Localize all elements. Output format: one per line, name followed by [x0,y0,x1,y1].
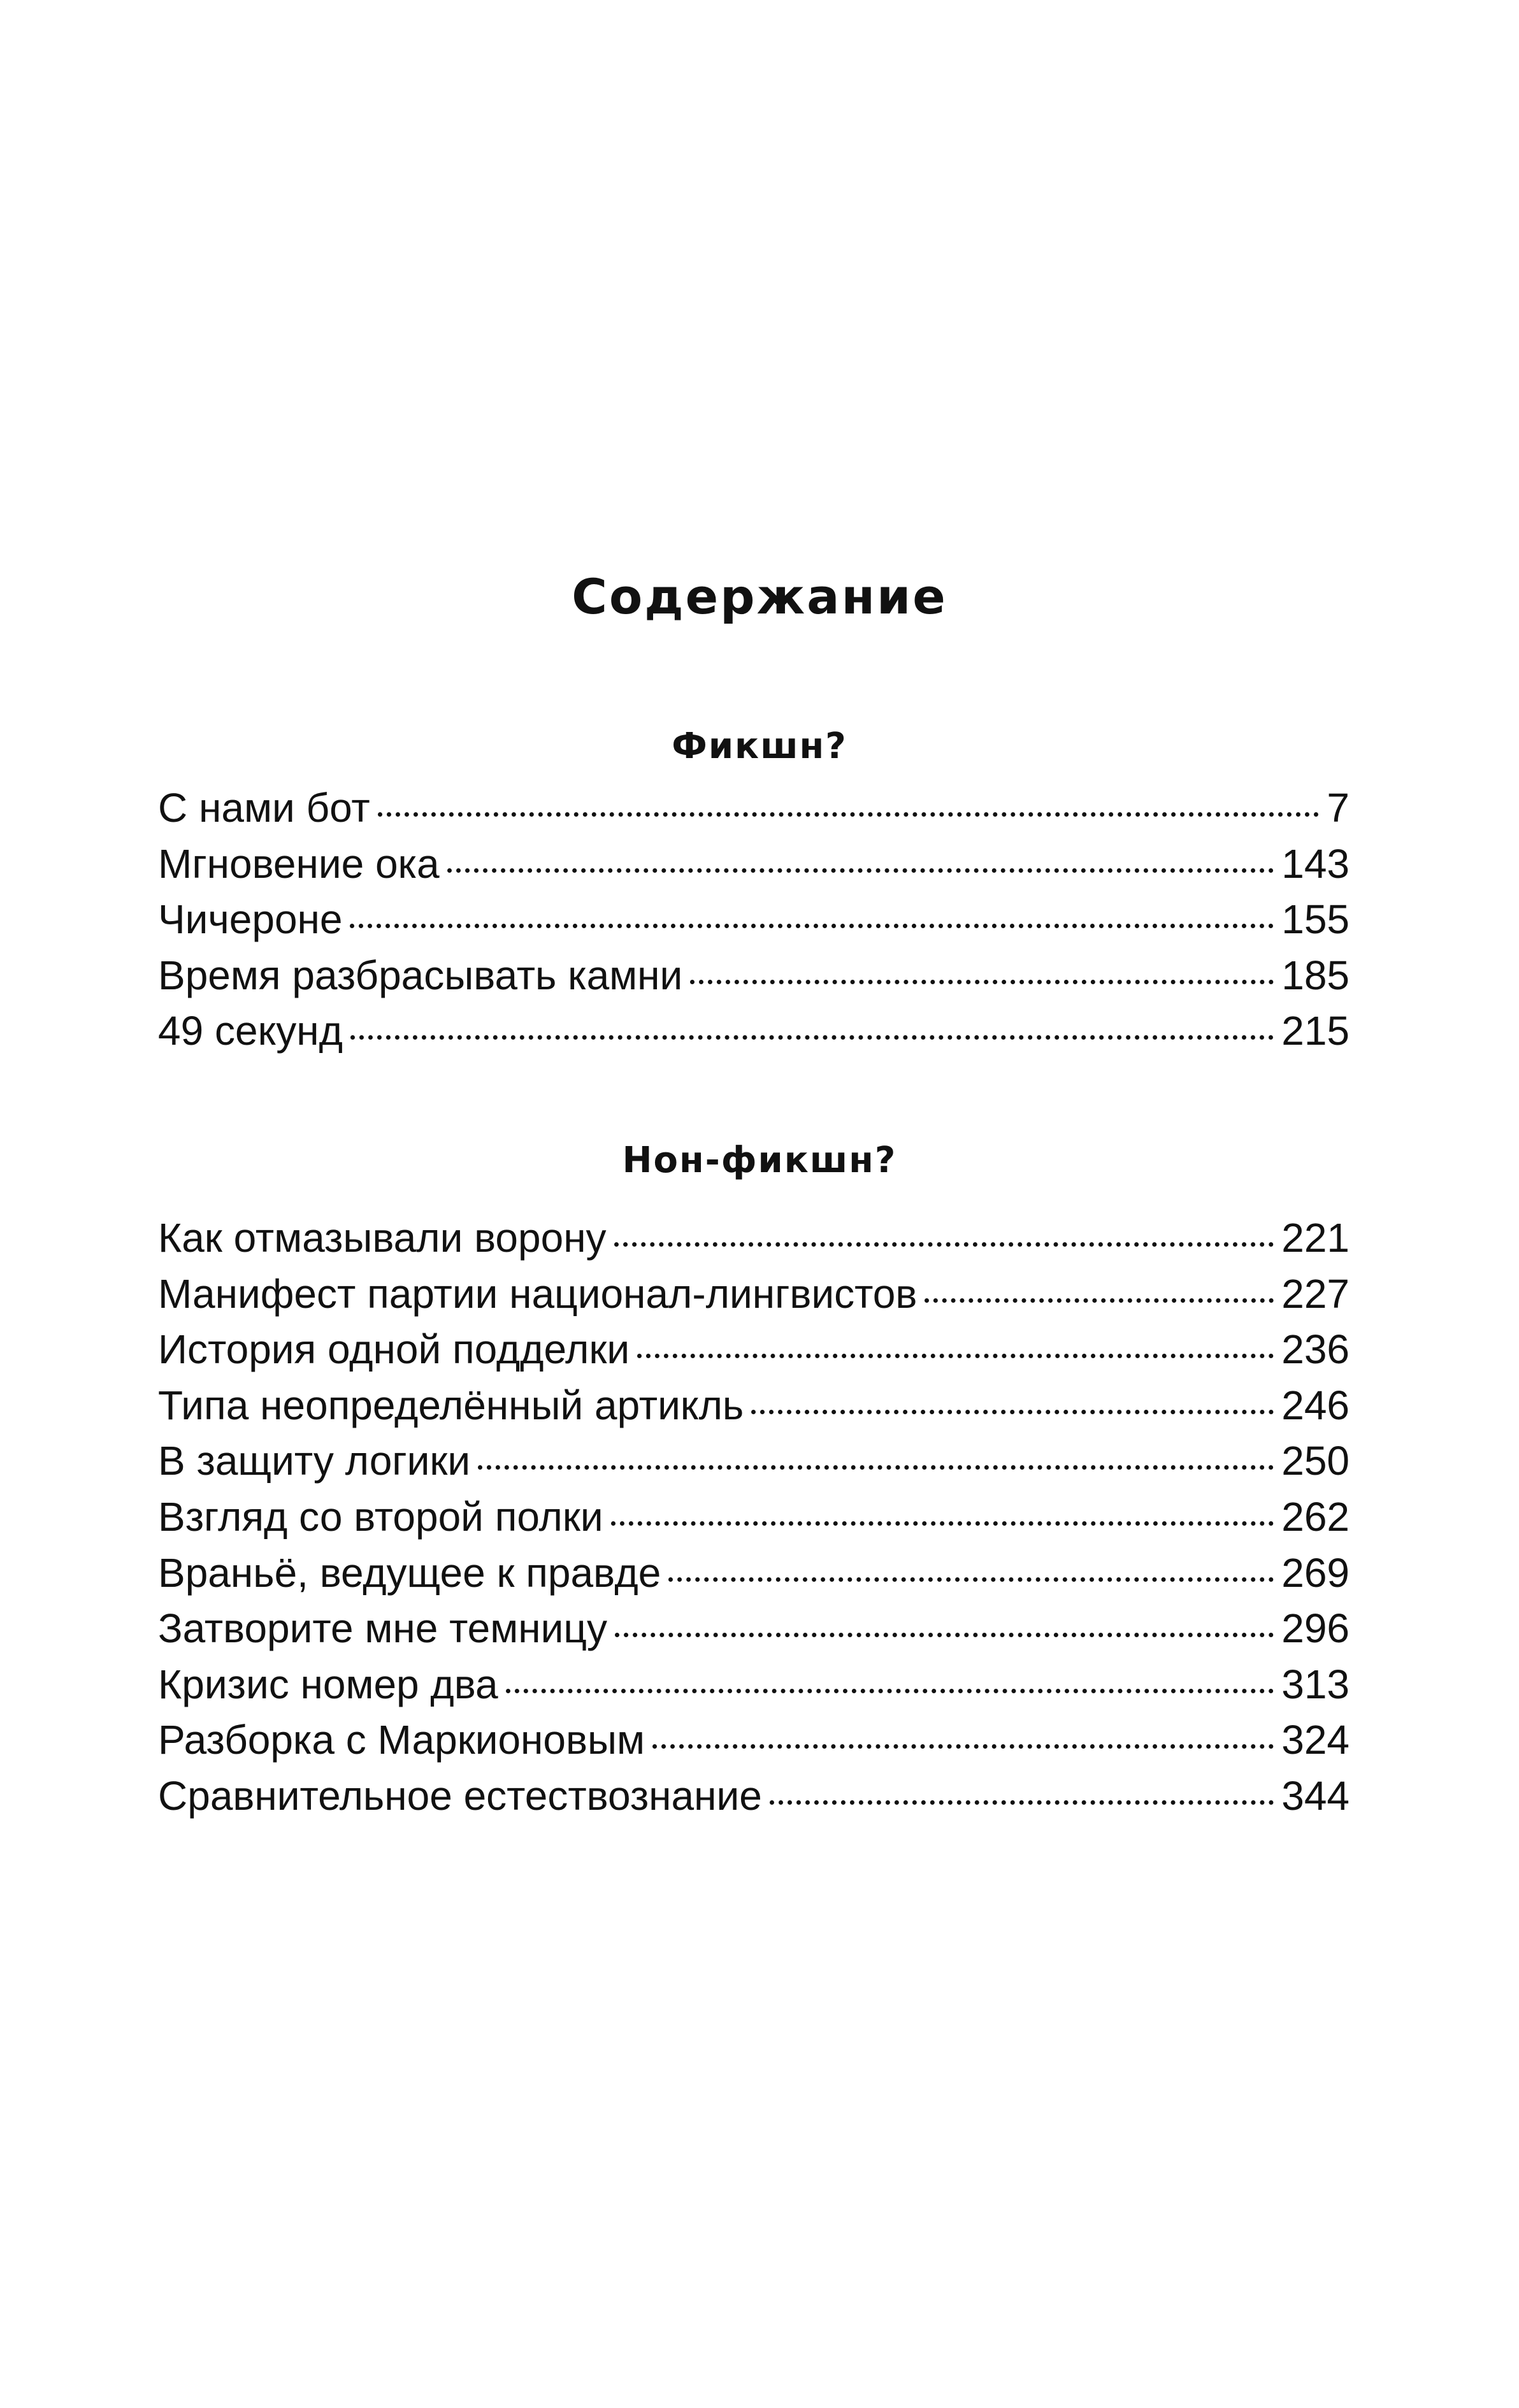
dot-leader [447,868,1274,873]
dot-leader [770,1800,1274,1805]
entry-title: Разборка с Маркионовым [158,1717,645,1763]
entry-title: Чичероне [158,896,343,943]
page-number: 227 [1281,1270,1350,1317]
entry-title: Затворите мне темницу [158,1605,607,1652]
dot-leader [615,1633,1274,1637]
entry-title: Типа неопределённый артикль [158,1382,744,1428]
entry-title: История одной подделки [158,1326,630,1373]
entry-title: Как отмазывали ворону [158,1215,607,1261]
entry-title: Манифест партии национал-лингвистов [158,1270,918,1317]
entry-title: Время разбрасывать камни [158,952,683,998]
entry-title: Взгляд со второй полки [158,1493,603,1540]
dot-leader [350,924,1274,928]
page-number: 155 [1281,896,1350,943]
section-heading-fiction: Фикшн? [672,726,847,768]
toc-list-nonfiction [158,1210,1350,1824]
dot-leader [925,1298,1274,1303]
toc-entry[interactable] [158,836,1350,892]
toc-entry[interactable] [158,1657,1350,1713]
dot-leader [668,1577,1274,1582]
page-number: 236 [1281,1326,1350,1373]
toc-entry[interactable] [158,1489,1350,1545]
entry-title: Мгновение ока [158,840,440,887]
toc-entry[interactable] [158,1003,1350,1059]
dot-leader [690,980,1274,984]
page-number: 344 [1281,1772,1350,1819]
dot-leader [611,1521,1274,1526]
toc-list-fiction [158,780,1350,1059]
page-number: 250 [1281,1438,1350,1484]
dot-leader [751,1410,1274,1414]
toc-entry[interactable] [158,780,1350,836]
toc-entry[interactable] [158,1378,1350,1434]
page-number: 7 [1327,785,1350,831]
entry-title: С нами бот [158,785,370,831]
toc-entry[interactable] [158,948,1350,1004]
toc-entry[interactable] [158,1712,1350,1768]
entry-title: В защиту логики [158,1438,471,1484]
toc-entry[interactable] [158,1433,1350,1489]
page-number: 215 [1281,1008,1350,1054]
dot-leader [350,1035,1274,1040]
toc-entry[interactable] [158,1322,1350,1378]
page-number: 143 [1281,840,1350,887]
page-number: 221 [1281,1215,1350,1261]
toc-entry[interactable] [158,1545,1350,1602]
toc-entry[interactable] [158,1768,1350,1824]
page-number: 246 [1281,1382,1350,1428]
dot-leader [614,1242,1274,1247]
toc-title: Содержание [572,568,947,625]
page-number: 324 [1281,1717,1350,1763]
page-number: 313 [1281,1661,1350,1707]
entry-title: Враньё, ведущее к правде [158,1549,661,1596]
page-number: 185 [1281,952,1350,998]
toc-entry[interactable] [158,892,1350,948]
page-number: 296 [1281,1605,1350,1652]
toc-entry[interactable] [158,1601,1350,1657]
section-heading-nonfiction: Нон-фикшн? [622,1140,897,1182]
toc-entry[interactable] [158,1266,1350,1322]
dot-leader [506,1689,1274,1693]
dot-leader [478,1465,1274,1470]
dot-leader [652,1744,1274,1749]
toc-entry[interactable] [158,1210,1350,1266]
entry-title: Сравнительное естествознание [158,1772,762,1819]
dot-leader [378,812,1320,817]
entry-title: 49 секунд [158,1008,343,1054]
dot-leader [637,1354,1274,1358]
entry-title: Кризис номер два [158,1661,498,1707]
page-number: 269 [1281,1549,1350,1596]
page-number: 262 [1281,1493,1350,1540]
